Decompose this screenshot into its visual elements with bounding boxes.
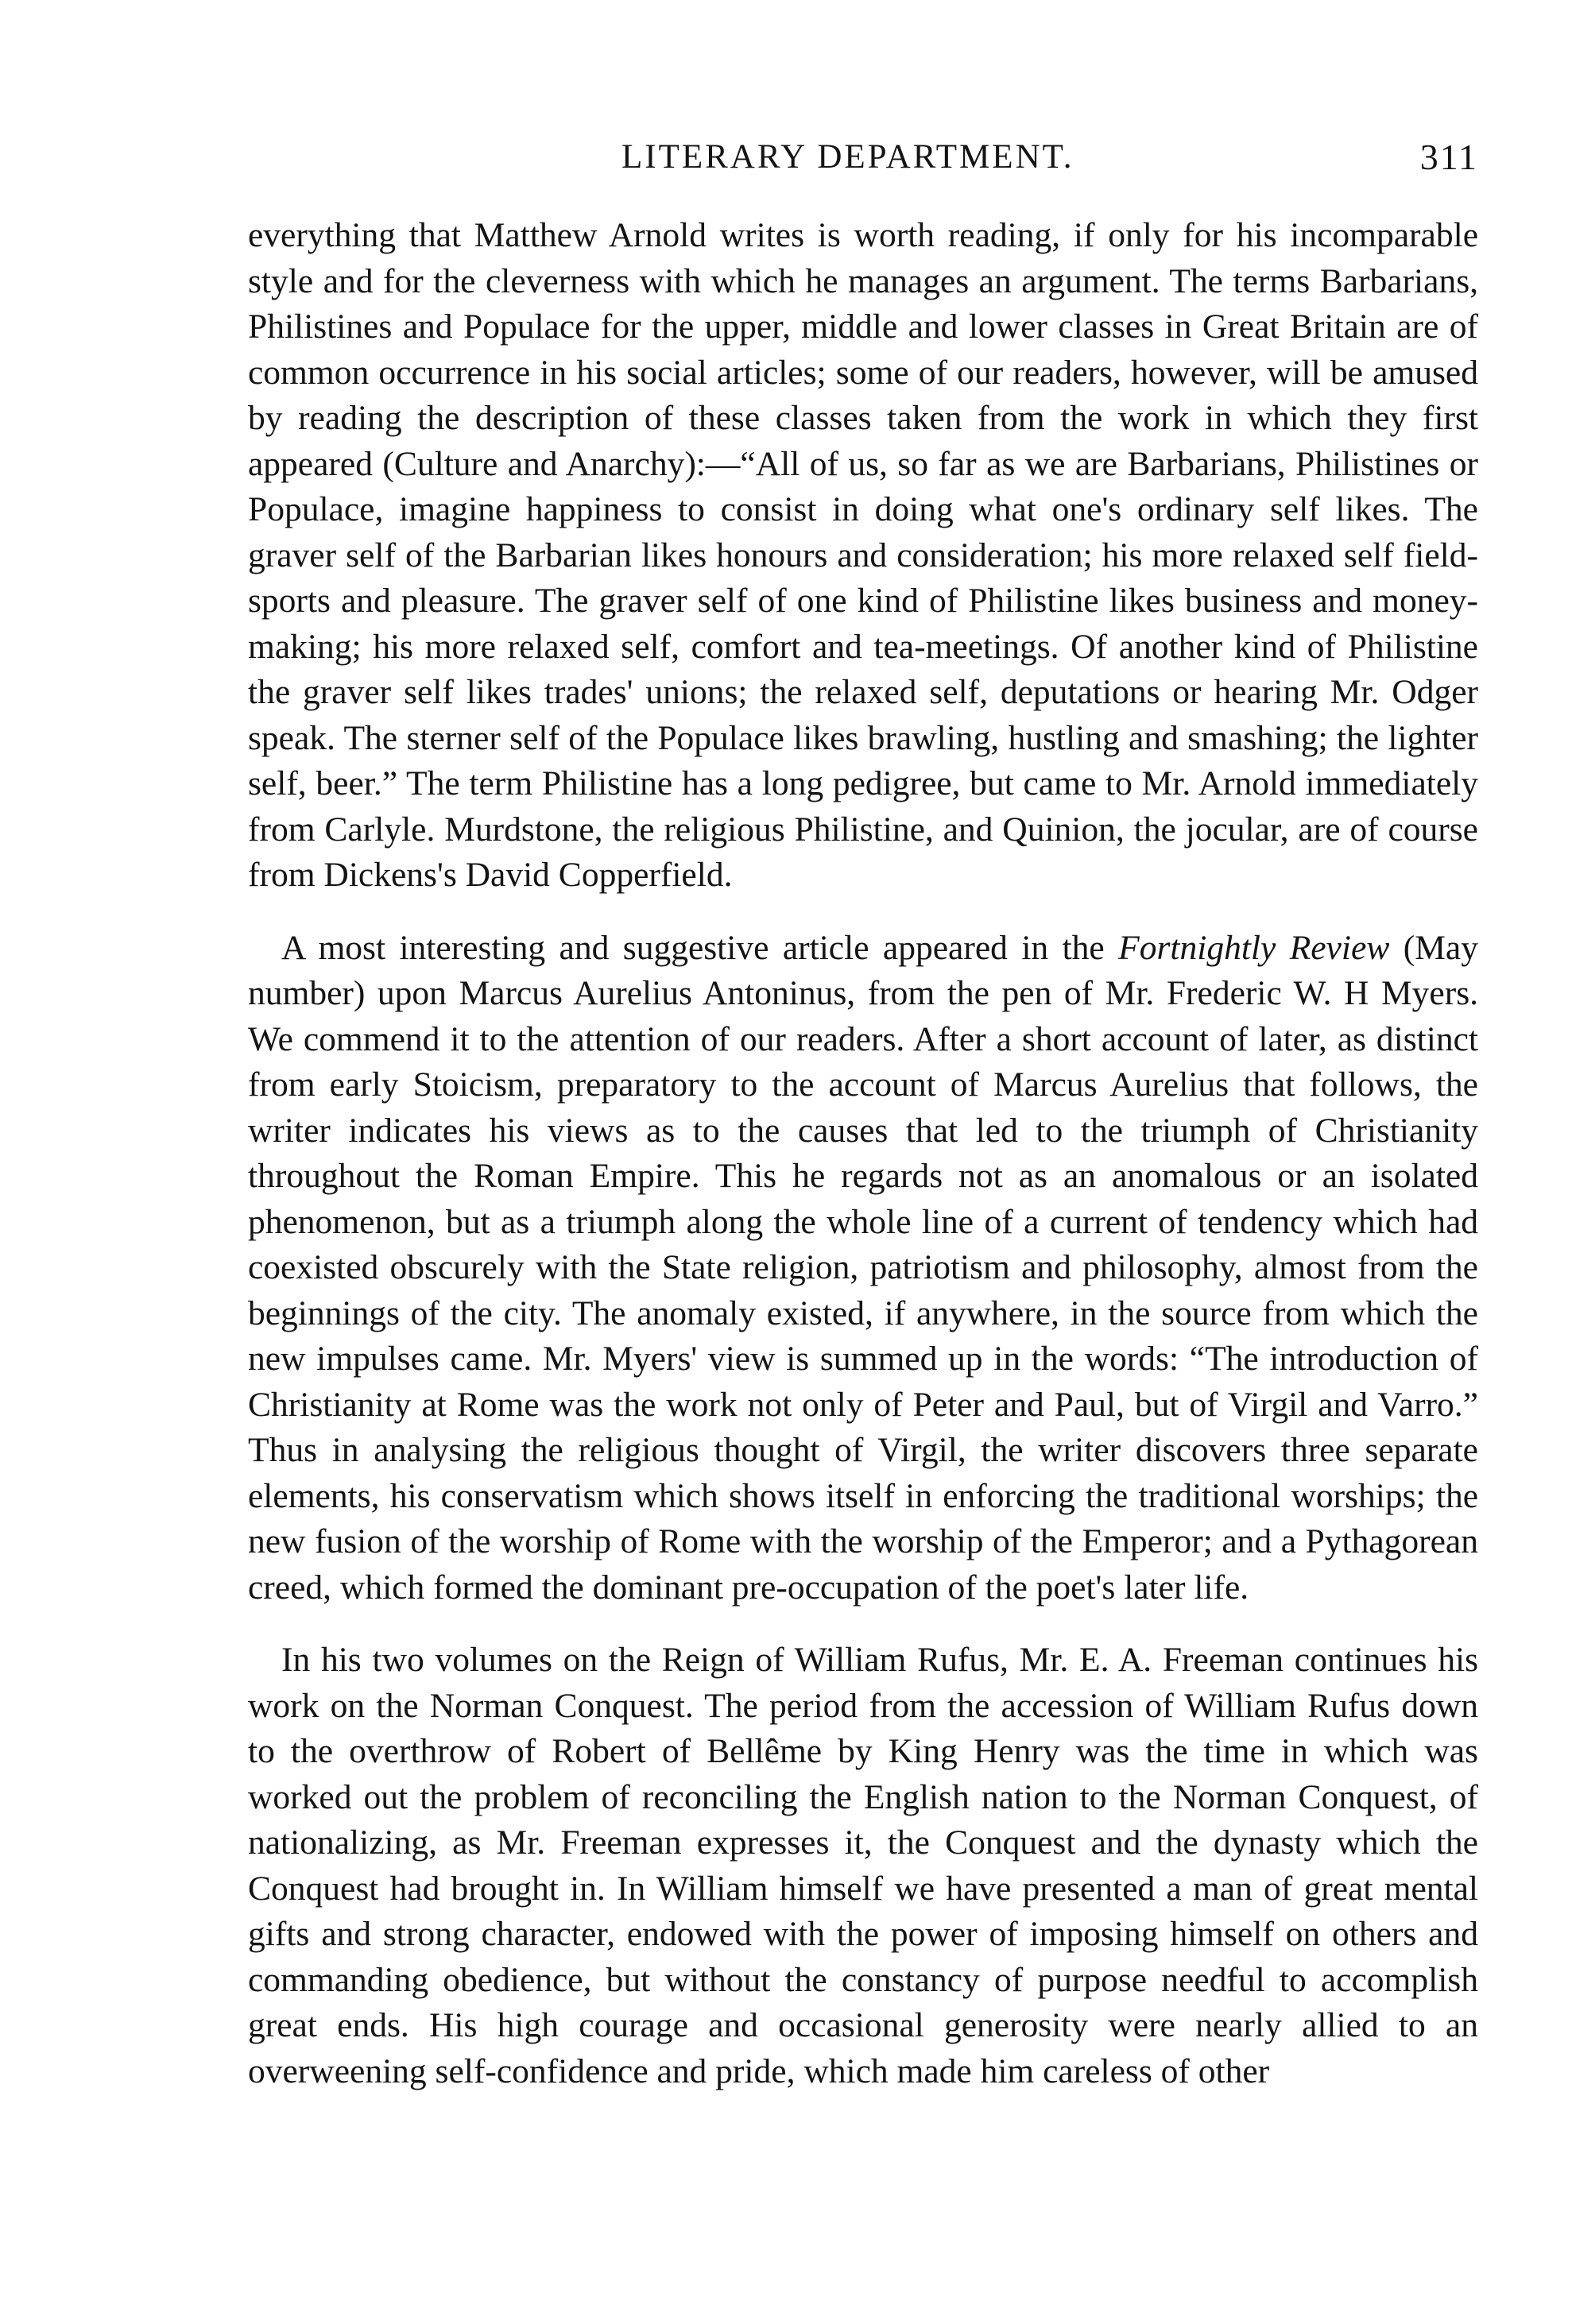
paragraph-text-before: A most interesting and suggestive article appeared in the xyxy=(281,928,1119,967)
paragraph-freeman-william-rufus: In his two volumes on the Reign of William Rufus, Mr. E. A. Freeman continues his work on the Norman Conquest. The period from the accession of William Rufus down to the overthrow of Robert of Bellême by King Henry was the time in which was worked out the problem of reconciling the English nation to the Norman Conquest, of nationalizing, as Mr. Freeman expresses it, the Conquest and the dynasty which the Conquest had brought in. In William himself we have presented a man of great mental gifts and strong character, endowed with the power of imposing himself on others and commanding obedience, but without the constancy of purpose needful to accomplish great ends. His high courage and occasional generosity were nearly allied to an overweening self-confidence and pride, which made him careless of other xyxy=(248,1641,1478,2090)
running-head: LITERARY DEPARTMENT. xyxy=(621,138,1074,176)
page-header xyxy=(248,133,1478,181)
body-text xyxy=(248,213,1478,2094)
page-number: 311 xyxy=(1419,137,1478,177)
journal-title: Fortnightly Review xyxy=(1118,928,1390,967)
paragraph-text-after: (May number) upon Marcus Aurelius Antoninus, from the pen of Mr. Frederic W. H Myers. We commend it to the attention of our readers. After a short account of later, as distinct from early Stoicism, preparatory to the account of Marcus Aurelius that follows, the writer indicates his views as to the causes that led to the triumph of Christianity throughout the Roman Empire. This he regards not as an anomalous or an isolated phenomenon, but as a triumph along the whole line of a current of tendency which had coexisted obscurely with the State religion, patriotism and philosophy, almost from the beginnings of the city. The anomaly existed, if anywhere, in the source from which the new impulses came. Mr. Myers' view is summed up in the words: “The introduction of Christianity at Rome was the work not only of Peter and Paul, but of Virgil and Varro.” Thus in analysing the religious thought of Virgil, the writer discovers three separate elements, his conservatism which shows itself in enforcing the traditional worships; the new fusion of the worship of Rome with the worship of the Emperor; and a Pythagorean creed, which formed the dominant pre-occupation of the poet's later life. xyxy=(248,928,1478,1607)
paragraph-arnold-culture-anarchy: everything that Matthew Arnold writes is worth reading, if only for his incomparable style and for the cleverness with which he manages an argument. The terms Barbarians, Philistines and Populace for the upper, middle and lower classes in Great Britain are of common occurrence in his social articles; some of our readers, however, will be amused by reading the description of these classes taken from the work in which they first appeared (Culture and Anarchy):—“All of us, so far as we are Barbarians, Philistines or Populace, imagine happiness to consist in doing what one's ordinary self likes. The graver self of the Barbarian likes honours and consideration; his more relaxed self field-sports and pleasure. The graver self of one kind of Philistine likes business and money-making; his more relaxed self, comfort and tea-meetings. Of another kind of Philistine the graver self likes trades' unions; the relaxed self, deputations or hearing Mr. Odger speak. The sterner self of the Populace likes brawling, hustling and smashing; the lighter self, beer.” The term Philistine has a long pedigree, but came to Mr. Arnold immediately from Carlyle. Murdstone, the religious Philistine, and Quinion, the jocular, are of course from Dickens's David Copperfield. xyxy=(248,216,1478,894)
paragraph-myers-marcus-aurelius xyxy=(248,926,1478,1611)
